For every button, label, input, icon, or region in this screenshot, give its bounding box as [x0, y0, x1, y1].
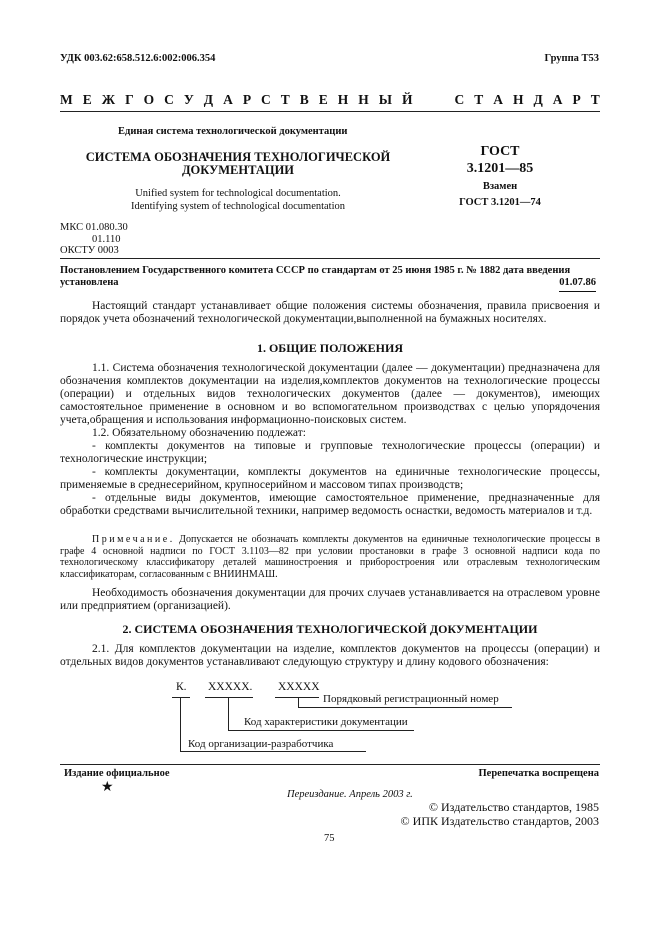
reprint-prohibited: Перепечатка воспрещена — [478, 768, 599, 779]
gost-instead: Взамен — [482, 181, 518, 192]
banner-letter: В — [299, 92, 309, 107]
banner-letter: Й — [402, 92, 413, 107]
paragraph-necessity: Необходимость обозначения документации для прочих случаев устанавливается на отраслевом уровне или предприятием (организацией). — [60, 587, 600, 612]
paragraph-1-2: 1.2. Обязательному обозначению подлежат: — [92, 427, 306, 439]
official-edition: Издание официальное — [64, 768, 170, 779]
banner-letter: С — [454, 92, 465, 107]
gost-number: 3.1201—85 — [466, 161, 534, 176]
banner-letter: Д — [203, 92, 214, 107]
note-label: Примечание. — [92, 534, 175, 545]
gost-label: ГОСТ — [480, 144, 520, 159]
decree-text: Постановлением Государственного комитета СССР по стандартам от 25 июня 1985 г. № 1882 дата введения — [60, 265, 571, 276]
gost-replaced: ГОСТ 3.1201—74 — [459, 197, 541, 208]
english-title-line-1: Unified system for technological documentation. — [135, 188, 341, 199]
banner-letter: Г — [125, 92, 134, 107]
note-text: Допускается не обозначать комплекты документов на единичные технологические процессы в графе 4 основной надписи по ГОСТ 3.1103—82 при условии простановки в графе 3 основной надписи кода по технологическому классификатору деталей машиностроения и приборостроения или отраслевым технологическим классификаторам, согласованным с ВНИИНМАШ. — [60, 534, 600, 580]
leader-organization — [180, 697, 181, 752]
paragraph-2-1: 2.1. Для комплектов документации на изделие, комплектов документов на процессы (операции) и отдельных видов документов устанавливают следующую структуру и длину кодового обозначения: — [60, 643, 600, 668]
list-item: - комплекты документов на типовые и групповые технологические процессы (операции) и технологические инструкции; — [60, 440, 600, 465]
code-k-underline — [172, 697, 190, 698]
system-name: Единая система технологической документации — [118, 126, 348, 137]
footer-divider — [60, 764, 600, 765]
codes-divider — [60, 258, 600, 259]
code-registration: XXXXX — [278, 681, 320, 693]
title-line-2: ДОКУМЕНТАЦИИ — [181, 163, 295, 177]
list-item: - отдельные виды документов, имеющие самостоятельное применение, предназначенные для обработки средствами вычислительной техники, например ведомость оснастки, ведомость материалов и т.д. — [60, 492, 600, 517]
label-characteristic-code: Код характеристики документации — [244, 716, 408, 728]
effective-date: 01.07.86 — [559, 277, 596, 292]
code-registration-underline — [275, 697, 319, 698]
banner-letter: М — [60, 92, 73, 107]
banner-letter: Ж — [101, 92, 116, 107]
banner-letter: Н — [358, 92, 369, 107]
header-divider — [60, 111, 600, 112]
banner-letter: Д — [533, 92, 543, 107]
star-icon: ★ — [101, 780, 114, 795]
banner-letter: С — [261, 92, 271, 107]
label-registration-number: Порядковый регистрационный номер — [323, 693, 499, 705]
gost-block — [452, 143, 548, 209]
reissue-note: Переиздание. Апрель 2003 г. — [287, 789, 413, 800]
mks-code: МКС 01.080.30 — [60, 222, 128, 233]
code-organization-underline — [205, 697, 253, 698]
banner-letter: Т — [474, 92, 484, 107]
english-title — [60, 187, 416, 213]
document-title — [60, 151, 416, 177]
banner-letter: Р — [572, 92, 581, 107]
banner-letter: С — [164, 92, 174, 107]
leader-characteristic — [228, 697, 229, 731]
paragraph-1-1: 1.1. Система обозначения технологической документации (далее — документации) предназначена для обозначения комплектов документации на изделия,комплектов документов на технологические процессы (операции) и отдельных видов технологических документов (далее — документов), имеющих самостоятельное применение в основном и во вспомогательном производствах с целью упорядочения учета,обращения и использования информационно-поисковых систем. — [60, 362, 600, 426]
banner-letter: Е — [82, 92, 92, 107]
banner-letter: О — [143, 92, 155, 107]
list-item: - комплекты документации, комплекты документов на единичные технологические процессы, применяемые в среднесерийном, крупносерийном и массовом типах производств; — [60, 466, 600, 491]
banner-letter — [423, 92, 429, 108]
code-organization: XXXXX. — [208, 681, 253, 693]
copyright-2003: © ИПК Издательство стандартов, 2003 — [400, 814, 599, 828]
mks-code-2: 01.110 — [92, 233, 121, 245]
classification-codes — [60, 222, 128, 257]
english-title-line-2: Identifying system of technological documentation — [130, 201, 346, 212]
copyright-1985: © Издательство стандартов, 1985 — [428, 800, 599, 814]
section-1-heading: 1. ОБЩИЕ ПОЛОЖЕНИЯ — [256, 341, 404, 355]
okstu-code: ОКСТУ 0003 — [60, 245, 119, 256]
leader-characteristic-shelf — [228, 730, 414, 731]
intro-paragraph: Настоящий стандарт устанавливает общие положения системы обозначения, правила присвоения и порядок учета обозначений технологической документации,выполненной на бумажных носителях. — [60, 300, 600, 325]
banner-letter: А — [552, 92, 563, 107]
decree — [60, 265, 600, 289]
title-line-1: СИСТЕМА ОБОЗНАЧЕНИЯ ТЕХНОЛОГИЧЕСКОЙ — [85, 150, 391, 164]
decree-text-2: установлена — [60, 277, 119, 288]
code-k: К. — [176, 681, 187, 693]
page-number: 75 — [324, 833, 335, 844]
group-code: Группа Т53 — [544, 53, 599, 64]
banner-letter: А — [223, 92, 233, 107]
banner-letter: Ы — [378, 92, 393, 107]
banner-letter — [439, 92, 445, 108]
banner-letter: У — [183, 92, 194, 107]
banner-letter: Т — [280, 92, 290, 107]
banner-letter: Н — [337, 92, 349, 107]
banner-letter: Т — [590, 92, 600, 107]
note — [60, 534, 600, 580]
banner-letter: А — [493, 92, 503, 107]
label-organization-code: Код организации-разработчика — [188, 738, 334, 750]
udk-code: УДК 003.62:658.512.6:002:006.354 — [60, 53, 216, 64]
leader-organization-shelf — [180, 751, 366, 752]
section-2-heading: 2. СИСТЕМА ОБОЗНАЧЕНИЯ ТЕХНОЛОГИЧЕСКОЙ ДОКУМЕНТАЦИИ — [122, 622, 538, 636]
banner-letter: Р — [242, 92, 252, 107]
leader-registration-shelf — [298, 707, 512, 708]
banner-letter: Н — [512, 92, 524, 107]
banner-letter: Е — [318, 92, 328, 107]
standard-banner — [60, 92, 600, 108]
